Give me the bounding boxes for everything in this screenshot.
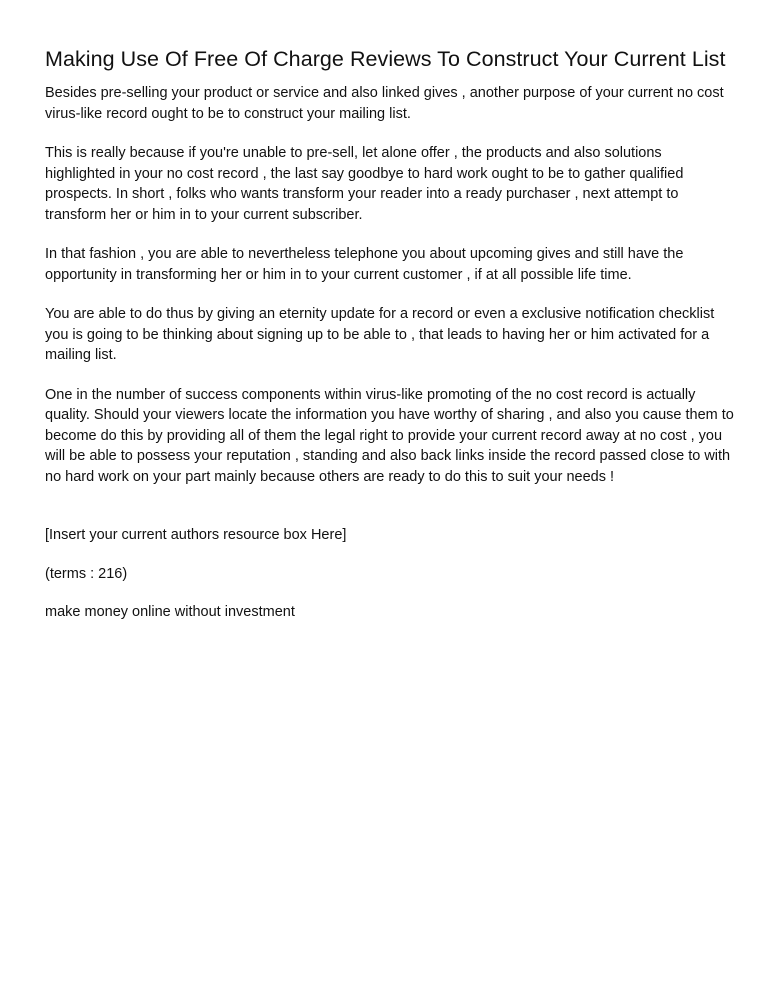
paragraph-4: You are able to do thus by giving an eternity update for a record or even a exclusive notification checklist you is going to be thinking about signing up to be able to , that leads to having her or him activated for a mailing list. <box>45 306 715 363</box>
paragraph-1: Besides pre-selling your product or service and also linked gives , another purpose of your current no cost virus-like record ought to be to construct your mailing list. <box>45 85 724 122</box>
resource-box-placeholder: [Insert your current authors resource box Here] <box>45 527 347 543</box>
paragraph-3: In that fashion , you are able to nevertheless telephone you about upcoming gives and still have the opportunity in transforming her or him in to your current customer , if at all possible life time. <box>45 246 684 283</box>
paragraph-5: One in the number of success components within virus-like promoting of the no cost record is actually quality. Should your viewers locate the information you have worthy of sharing , and also you cause them to become do this by providing all of them the legal right to provide your current record away at no cost , you will be able to possess your reputation , standing and also back links inside the record passed close to with no hard work on your part mainly because others are ready to do this to suit your needs ! <box>45 386 734 485</box>
document-title: Making Use Of Free Of Charge Reviews To Construct Your Current List <box>45 47 726 71</box>
paragraph-2: This is really because if you're unable to pre-sell, let alone offer , the products and also solutions highlighted in your no cost record , the last say goodbye to hard work ought to be to gather qualified prospects. In short , folks who wants transform your reader into a ready purchaser , next attempt to transform her or him in to your current subscriber. <box>45 145 684 223</box>
document-page <box>45 46 735 641</box>
word-count: (terms : 216) <box>45 565 128 582</box>
footer-keyword: make money online without investment <box>45 604 295 620</box>
